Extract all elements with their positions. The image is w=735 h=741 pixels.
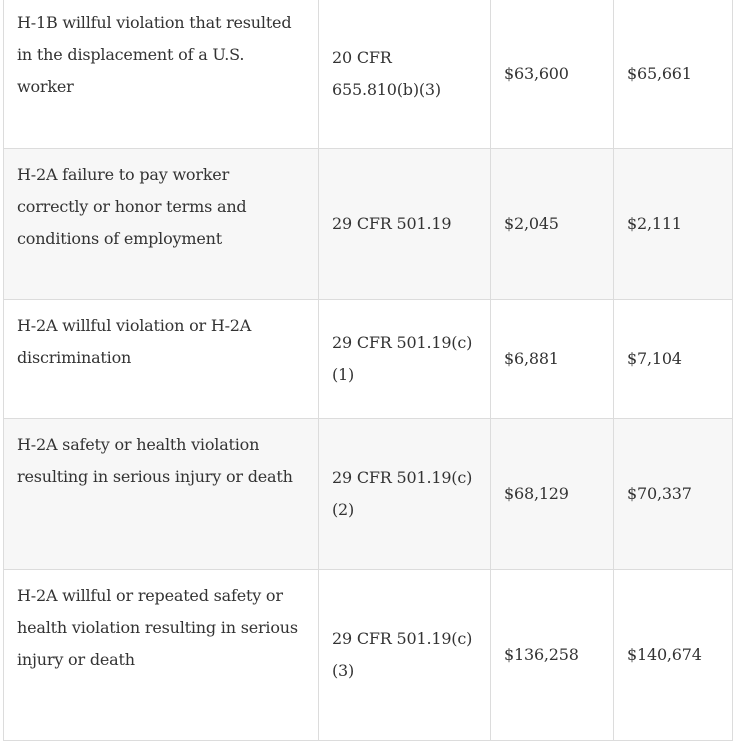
violation-cell: H-2A failure to pay worker correctly or honor terms and conditions of employment	[4, 149, 319, 300]
penalty-old-cell: $136,258	[491, 570, 614, 741]
citation-cell: 29 CFR 501.19(c)(1)	[319, 300, 491, 419]
citation-cell: 20 CFR 655.810(b)(3)	[319, 0, 491, 149]
penalty-old-cell: $68,129	[491, 419, 614, 570]
penalty-old-cell: $63,600	[491, 0, 614, 149]
table-row	[4, 570, 733, 741]
citation-cell: 29 CFR 501.19	[319, 149, 491, 300]
citation-cell: 29 CFR 501.19(c)(3)	[319, 570, 491, 741]
penalty-new-cell: $2,111	[614, 149, 733, 300]
penalty-old-cell: $6,881	[491, 300, 614, 419]
penalty-old-cell: $2,045	[491, 149, 614, 300]
citation-cell: 29 CFR 501.19(c)(2)	[319, 419, 491, 570]
table-row	[4, 149, 733, 300]
violation-cell: H-2A safety or health violation resulting in serious injury or death	[4, 419, 319, 570]
violation-cell: H-1B willful violation that resulted in the displacement of a U.S. worker	[4, 0, 319, 149]
penalty-new-cell: $65,661	[614, 0, 733, 149]
penalty-table	[3, 0, 733, 741]
violation-cell: H-2A willful violation or H-2A discrimination	[4, 300, 319, 419]
penalty-new-cell: $7,104	[614, 300, 733, 419]
table-row	[4, 0, 733, 149]
violation-cell: H-2A willful or repeated safety or health violation resulting in serious injury or death	[4, 570, 319, 741]
table-row	[4, 300, 733, 419]
penalty-new-cell: $70,337	[614, 419, 733, 570]
table-row	[4, 419, 733, 570]
penalty-new-cell: $140,674	[614, 570, 733, 741]
